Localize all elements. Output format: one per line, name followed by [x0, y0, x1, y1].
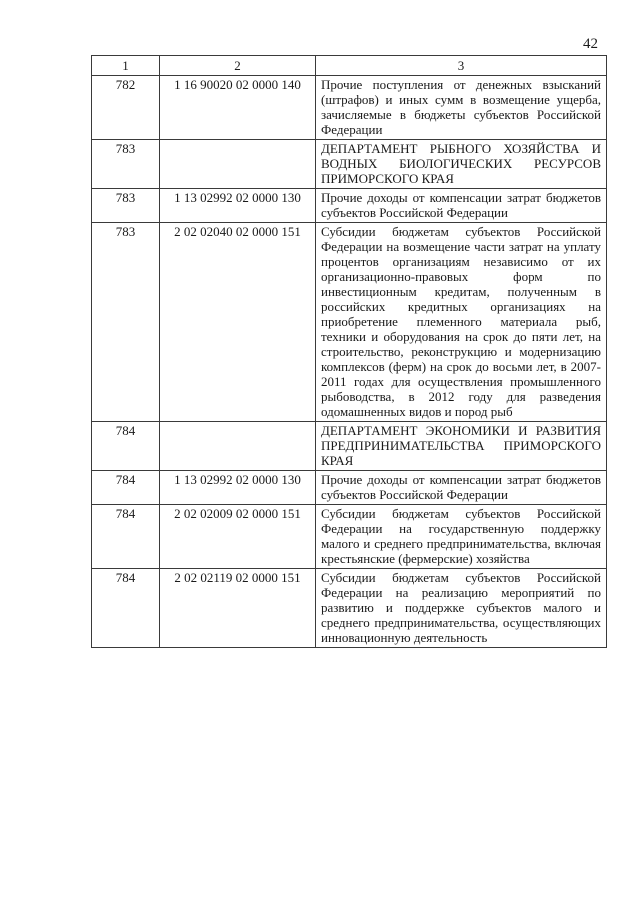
- budget-code-cell: 2 02 02009 02 0000 151: [160, 505, 316, 569]
- table-row: [92, 223, 607, 422]
- header-col-1: 1: [92, 56, 160, 76]
- table-row: [92, 189, 607, 223]
- table-row: [92, 140, 607, 189]
- department-title-cell: ДЕПАРТАМЕНТ ЭКОНОМИКИ И РАЗВИТИЯ ПРЕДПРИНИМАТЕЛЬСТВА ПРИМОРСКОГО КРАЯ: [316, 422, 607, 471]
- budget-table: [91, 55, 607, 648]
- header-row: [92, 56, 607, 76]
- table-row: [92, 471, 607, 505]
- budget-code-cell: 1 13 02992 02 0000 130: [160, 189, 316, 223]
- admin-code-cell: 784: [92, 422, 160, 471]
- budget-code-cell: 2 02 02040 02 0000 151: [160, 223, 316, 422]
- admin-code-cell: 783: [92, 223, 160, 422]
- budget-code-cell: 1 13 02992 02 0000 130: [160, 471, 316, 505]
- admin-code-cell: 783: [92, 140, 160, 189]
- budget-code-cell: 2 02 02119 02 0000 151: [160, 569, 316, 648]
- admin-code-cell: 784: [92, 569, 160, 648]
- page-number: 42: [583, 36, 598, 52]
- table-row: [92, 505, 607, 569]
- description-cell: Прочие поступления от денежных взысканий (штрафов) и иных сумм в возмещение ущерба, зачисляемые в бюджеты субъектов Российской Федерации: [316, 76, 607, 140]
- description-cell: Прочие доходы от компенсации затрат бюджетов субъектов Российской Федерации: [316, 189, 607, 223]
- description-cell: Субсидии бюджетам субъектов Российской Федерации на государственную поддержку малого и среднего предпринимательства, включая крестьянские (фермерские) хозяйства: [316, 505, 607, 569]
- header-col-2: 2: [160, 56, 316, 76]
- header-col-3: 3: [316, 56, 607, 76]
- table-row: [92, 422, 607, 471]
- admin-code-cell: 782: [92, 76, 160, 140]
- budget-code-cell: 1 16 90020 02 0000 140: [160, 76, 316, 140]
- admin-code-cell: 784: [92, 505, 160, 569]
- department-title-cell: ДЕПАРТАМЕНТ РЫБНОГО ХОЗЯЙСТВА И ВОДНЫХ БИОЛОГИЧЕСКИХ РЕСУРСОВ ПРИМОРСКОГО КРАЯ: [316, 140, 607, 189]
- table-row: [92, 569, 607, 648]
- admin-code-cell: 784: [92, 471, 160, 505]
- budget-code-cell: [160, 140, 316, 189]
- budget-code-cell: [160, 422, 316, 471]
- table-row: [92, 76, 607, 140]
- description-cell: Субсидии бюджетам субъектов Российской Федерации на возмещение части затрат на уплату процентов организациям независимо от их организационно-правовых форм по инвестиционным кредитам, полученным в российских кредитных организациях на приобретение племенного материала рыб, техники и оборудования на срок до пяти лет, на строительство, реконструкцию и модернизацию комплексов (ферм) на срок до восьми лет, в 2007-2011 годах для осуществления промышленного рыбоводства, в 2012 году для разведения одомашненных видов и пород рыб: [316, 223, 607, 422]
- admin-code-cell: 783: [92, 189, 160, 223]
- description-cell: Субсидии бюджетам субъектов Российской Федерации на реализацию мероприятий по развитию и поддержке субъектов малого и среднего предпринимательства, осуществляющих инновационную деятельность: [316, 569, 607, 648]
- description-cell: Прочие доходы от компенсации затрат бюджетов субъектов Российской Федерации: [316, 471, 607, 505]
